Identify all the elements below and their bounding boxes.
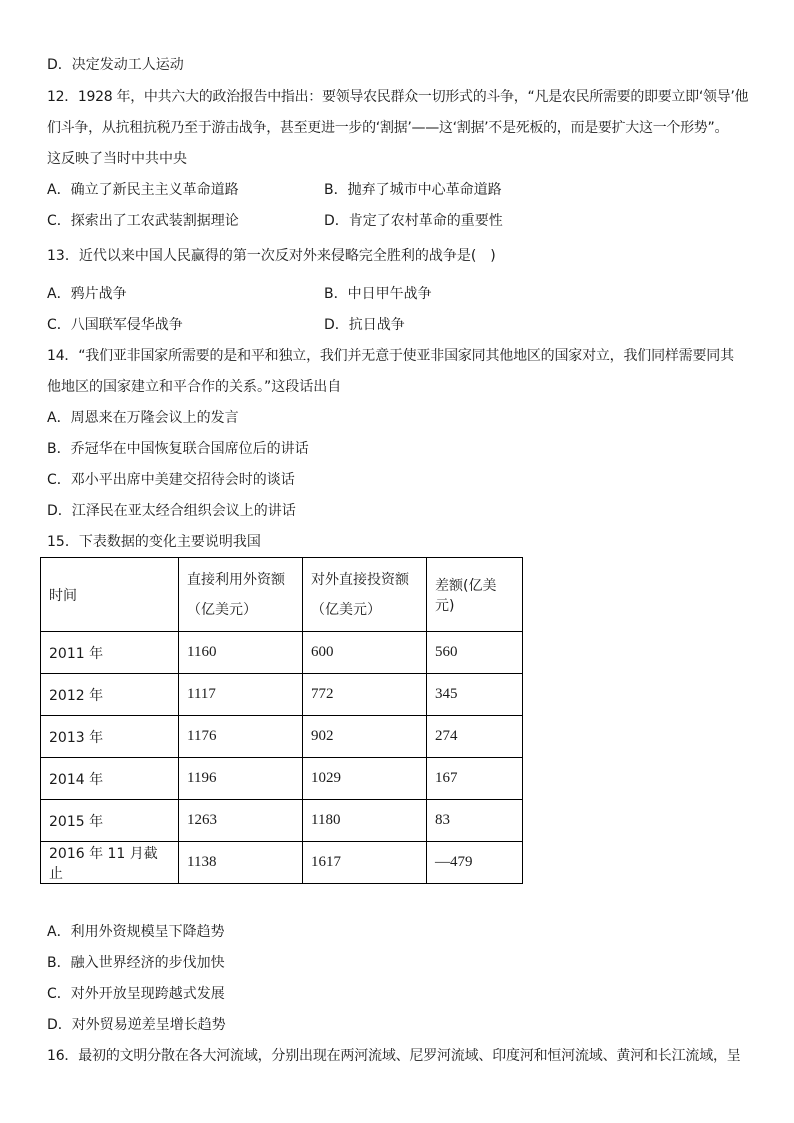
question-15-stem: 15．下表数据的变化主要说明我国 <box>47 534 261 550</box>
table-cell: 274 <box>427 716 523 758</box>
question-12-option-d: D．肯定了农村革命的重要性 <box>324 213 503 229</box>
table-cell: 1138 <box>179 842 303 884</box>
question-12-stem-line-2: 们斗争，从抗租抗税乃至于游击战争，甚至更进一步的‘割据’——这‘割据’不是死板的，而是要扩大这一个形势”。 <box>47 120 729 136</box>
table-cell: 902 <box>303 716 427 758</box>
table-row <box>41 674 523 716</box>
question-14-option-a: A．周恩来在万隆会议上的发言 <box>47 410 239 426</box>
table-row <box>41 632 523 674</box>
table-header-cell <box>179 558 303 632</box>
table-cell: —479 <box>427 842 523 884</box>
table-cell: 1263 <box>179 800 303 842</box>
table-cell: 560 <box>427 632 523 674</box>
question-15-option-d: D．对外贸易逆差呈增长趋势 <box>47 1017 226 1033</box>
table-cell: 600 <box>303 632 427 674</box>
table-header-cell <box>41 558 179 632</box>
table-cell: 1196 <box>179 758 303 800</box>
question-13-option-c: C．八国联军侵华战争 <box>47 317 183 333</box>
question-11-option-d: D．决定发动工人运动 <box>47 57 184 73</box>
question-12-option-a: A．确立了新民主主义革命道路 <box>47 182 239 198</box>
table-header-label: 差额(亿美元) <box>435 577 497 614</box>
data-table <box>40 557 523 884</box>
question-13-option-b: B．中日甲午战争 <box>324 286 432 302</box>
table-cell: 1617 <box>303 842 427 884</box>
table-cell: 1029 <box>303 758 427 800</box>
question-14-option-b: B．乔冠华在中国恢复联合国席位后的讲话 <box>47 441 309 457</box>
table-cell: 1180 <box>303 800 427 842</box>
table-header-label: 对外直接投资额 <box>311 571 409 588</box>
table-cell-year: 2015 年 <box>41 800 179 842</box>
question-14-stem-line-1: 14．“我们亚非国家所需要的是和平和独立，我们并无意于使亚非国家同其他地区的国家对立，我们同样需要同其 <box>47 348 734 364</box>
table-row <box>41 800 523 842</box>
table-cell-year: 2016 年 11 月截止 <box>41 842 179 884</box>
table-cell: 83 <box>427 800 523 842</box>
table-header-label: 时间 <box>49 587 77 604</box>
question-12-stem-line-3: 这反映了当时中共中央 <box>47 151 187 167</box>
question-15-option-c: C．对外开放呈现跨越式发展 <box>47 986 225 1002</box>
table-cell: 1160 <box>179 632 303 674</box>
table-cell: 772 <box>303 674 427 716</box>
question-14-stem-line-2: 他地区的国家建立和平合作的关系。”这段话出自 <box>47 379 342 395</box>
question-16-stem-line-1: 16．最初的文明分散在各大河流域，分别出现在两河流域、尼罗河流域、印度河和恒河流域、黄河和长江流域，呈 <box>47 1048 741 1064</box>
table-header-row <box>41 558 523 632</box>
table-header-unit: （亿美元） <box>311 601 381 618</box>
question-13-option-a: A．鸦片战争 <box>47 286 127 302</box>
table-cell: 167 <box>427 758 523 800</box>
question-12-option-b: B．抛弃了城市中心革命道路 <box>324 182 502 198</box>
question-12-option-c: C．探索出了工农武装割据理论 <box>47 213 239 229</box>
table-row <box>41 716 523 758</box>
table-cell-year: 2011 年 <box>41 632 179 674</box>
table-cell: 345 <box>427 674 523 716</box>
table-header-label: 直接利用外资额 <box>187 571 285 588</box>
question-13-option-d: D．抗日战争 <box>324 317 405 333</box>
question-14-option-c: C．邓小平出席中美建交招待会时的谈话 <box>47 472 295 488</box>
table-row <box>41 758 523 800</box>
table-cell-year: 2013 年 <box>41 716 179 758</box>
question-15-option-b: B．融入世界经济的步伐加快 <box>47 955 225 971</box>
table-row <box>41 842 523 884</box>
table-cell-year: 2012 年 <box>41 674 179 716</box>
table-header-cell <box>427 558 523 632</box>
table-cell: 1176 <box>179 716 303 758</box>
question-14-option-d: D．江泽民在亚太经合组织会议上的讲话 <box>47 503 296 519</box>
question-13-stem: 13．近代以来中国人民赢得的第一次反对外来侵略完全胜利的战争是( ) <box>47 248 496 264</box>
table-cell: 1117 <box>179 674 303 716</box>
question-15-option-a: A．利用外资规模呈下降趋势 <box>47 924 225 940</box>
table-cell-year: 2014 年 <box>41 758 179 800</box>
question-12-stem-line-1: 12．1928 年，中共六大的政治报告中指出：要领导农民群众一切形式的斗争，“凡是农民所需要的即要立即‘领导’他 <box>47 89 749 105</box>
table-header-unit: （亿美元） <box>187 601 257 618</box>
table-header-cell <box>303 558 427 632</box>
